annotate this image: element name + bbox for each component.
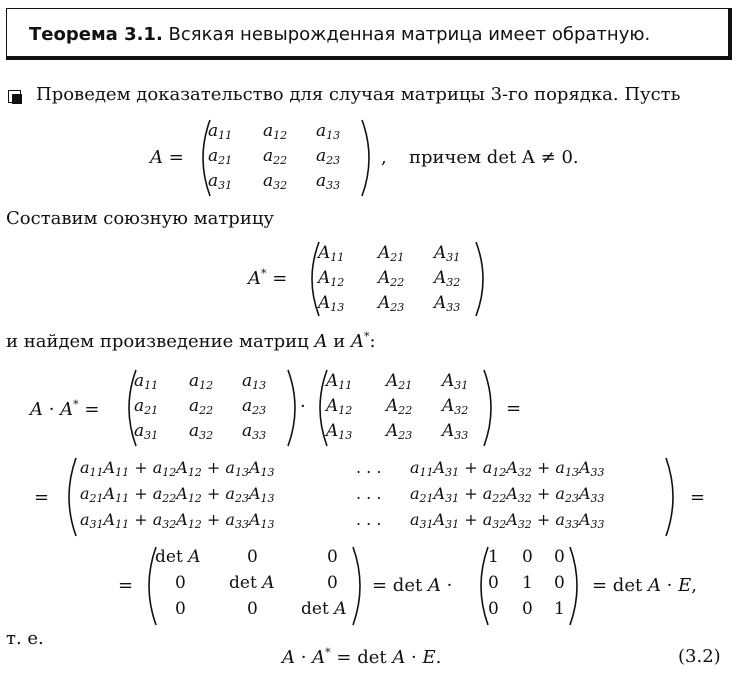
matrix-adjoint-cell: $A_{23}$ bbox=[386, 421, 413, 442]
matrix-expanded-cell: $a_{11}A_{31} + a_{12}A_{32} + a_{13}A_{33}$ bbox=[410, 458, 605, 479]
matrix-identity-cell: 0 bbox=[488, 599, 499, 619]
matrix-identity-cell: 1 bbox=[554, 599, 565, 619]
matrix-a-cell: $a_{13}$ bbox=[316, 121, 341, 142]
that-is-label: т. е. bbox=[6, 628, 44, 649]
matrix-a-cell: $a_{22}$ bbox=[263, 146, 288, 167]
matrix-diagonal-cell: 0 bbox=[327, 547, 338, 567]
theorem-box bbox=[6, 8, 732, 60]
matrix-adjoint-cell: $A_{33}$ bbox=[434, 293, 461, 314]
matrix-adjoint-cell: $A_{32}$ bbox=[442, 396, 469, 417]
matrix-adjoint-cell: $A_{21}$ bbox=[378, 243, 405, 264]
equation-number: (3.2) bbox=[678, 646, 721, 667]
matrix-a-cell: $a_{12}$ bbox=[263, 121, 288, 142]
matrix-adjoint-cell: $A_{13}$ bbox=[318, 293, 345, 314]
matrix-expanded-cell: . . . bbox=[356, 510, 382, 529]
matrix-a-cell: $a_{12}$ bbox=[189, 371, 214, 392]
matrix-a-cell: $a_{22}$ bbox=[189, 396, 214, 417]
matrix-a-cell: $a_{31}$ bbox=[134, 421, 159, 442]
matrix-expanded-cell: $a_{21}A_{11} + a_{22}A_{12} + a_{23}A_{13}$ bbox=[80, 484, 275, 505]
matrix-diagonal-cell: 0 bbox=[247, 599, 258, 619]
matrix-adjoint-cell: $A_{32}$ bbox=[434, 268, 461, 289]
matrix-a-label: A = bbox=[150, 147, 184, 168]
proof-start-icon bbox=[8, 90, 21, 103]
matrix-identity-cell: 0 bbox=[554, 573, 565, 593]
matrix-adjoint-cell: $A_{12}$ bbox=[318, 268, 345, 289]
adjoint-label: A* = bbox=[248, 267, 288, 289]
matrix-a-cell: $a_{33}$ bbox=[242, 421, 267, 442]
theorem-text: Всякая невырожденная матрица имеет обратную. bbox=[168, 24, 651, 45]
matrix-expanded-cell: . . . bbox=[356, 458, 382, 477]
matrix-diagonal-cell: 0 bbox=[327, 573, 338, 593]
matrix-expanded-cell: $a_{21}A_{31} + a_{22}A_{32} + a_{23}A_{33}$ bbox=[410, 484, 605, 505]
condition-text: причем det A ≠ 0. bbox=[409, 147, 579, 168]
matrix-identity-cell: 1 bbox=[488, 547, 499, 567]
matrix-adjoint-cell: $A_{22}$ bbox=[378, 268, 405, 289]
matrix-adjoint-cell: $A_{33}$ bbox=[442, 421, 469, 442]
matrix-adjoint-cell: $A_{11}$ bbox=[318, 243, 345, 264]
matrix-identity-cell: 0 bbox=[488, 573, 499, 593]
identity-tail: = det A · E, bbox=[592, 575, 697, 596]
matrix-a-cell: $a_{33}$ bbox=[316, 171, 341, 192]
matrix-a-cell: $a_{31}$ bbox=[208, 171, 233, 192]
product-intro: и найдем произведение матриц A и A*: bbox=[6, 330, 376, 352]
matrix-adjoint-cell: $A_{13}$ bbox=[326, 421, 353, 442]
theorem-label: Теорема 3.1. bbox=[29, 24, 163, 45]
matrix-expanded-cell: $a_{31}A_{31} + a_{32}A_{32} + a_{33}A_{33}$ bbox=[410, 510, 605, 531]
matrix-a-cell: $a_{32}$ bbox=[263, 171, 288, 192]
matrix-a-cell: $a_{32}$ bbox=[189, 421, 214, 442]
matrix-adjoint-cell: $A_{12}$ bbox=[326, 396, 353, 417]
matrix-adjoint-cell: $A_{31}$ bbox=[442, 371, 469, 392]
matrix-adjoint-cell: $A_{23}$ bbox=[378, 293, 405, 314]
proof-intro: Проведем доказательство для случая матрицы 3-го порядка. Пусть bbox=[36, 84, 681, 105]
matrix-a-cell: $a_{23}$ bbox=[316, 146, 341, 167]
adjoint-intro: Составим союзную матрицу bbox=[6, 208, 274, 229]
matrix-adjoint-cell: $A_{11}$ bbox=[326, 371, 353, 392]
matrix-a-cell: $a_{21}$ bbox=[134, 396, 159, 417]
matrix-diagonal-cell: det A bbox=[155, 547, 201, 567]
matrix-diagonal-cell: 0 bbox=[175, 599, 186, 619]
matrix-expanded-cell: $a_{31}A_{11} + a_{32}A_{12} + a_{33}A_{13}$ bbox=[80, 510, 275, 531]
matrix-diagonal-cell: 0 bbox=[247, 547, 258, 567]
matrix-adjoint-cell: $A_{21}$ bbox=[386, 371, 413, 392]
matrix-diagonal-cell: det A bbox=[229, 573, 275, 593]
matrix-adjoint-cell: $A_{31}$ bbox=[434, 243, 461, 264]
matrix-identity-cell: 1 bbox=[522, 573, 533, 593]
theorem-statement bbox=[29, 24, 650, 45]
matrix-identity-cell: 0 bbox=[522, 599, 533, 619]
final-formula: A · A* = det A · E. bbox=[282, 646, 442, 668]
matrix-a-cell: $a_{21}$ bbox=[208, 146, 233, 167]
matrix-expanded-cell: . . . bbox=[356, 484, 382, 503]
matrix-diagonal-cell: 0 bbox=[175, 573, 186, 593]
matrix-identity-cell: 0 bbox=[522, 547, 533, 567]
matrix-a-cell: $a_{11}$ bbox=[208, 121, 233, 142]
product-label: A · A* = bbox=[30, 398, 100, 420]
matrix-a-cell: $a_{13}$ bbox=[242, 371, 267, 392]
matrix-expanded-cell: $a_{11}A_{11} + a_{12}A_{12} + a_{13}A_{13}$ bbox=[80, 458, 275, 479]
matrix-a-cell: $a_{23}$ bbox=[242, 396, 267, 417]
matrix-identity-cell: 0 bbox=[554, 547, 565, 567]
matrix-diagonal-cell: det A bbox=[301, 599, 347, 619]
matrix-a-cell: $a_{11}$ bbox=[134, 371, 159, 392]
matrix-adjoint-cell: $A_{22}$ bbox=[386, 396, 413, 417]
